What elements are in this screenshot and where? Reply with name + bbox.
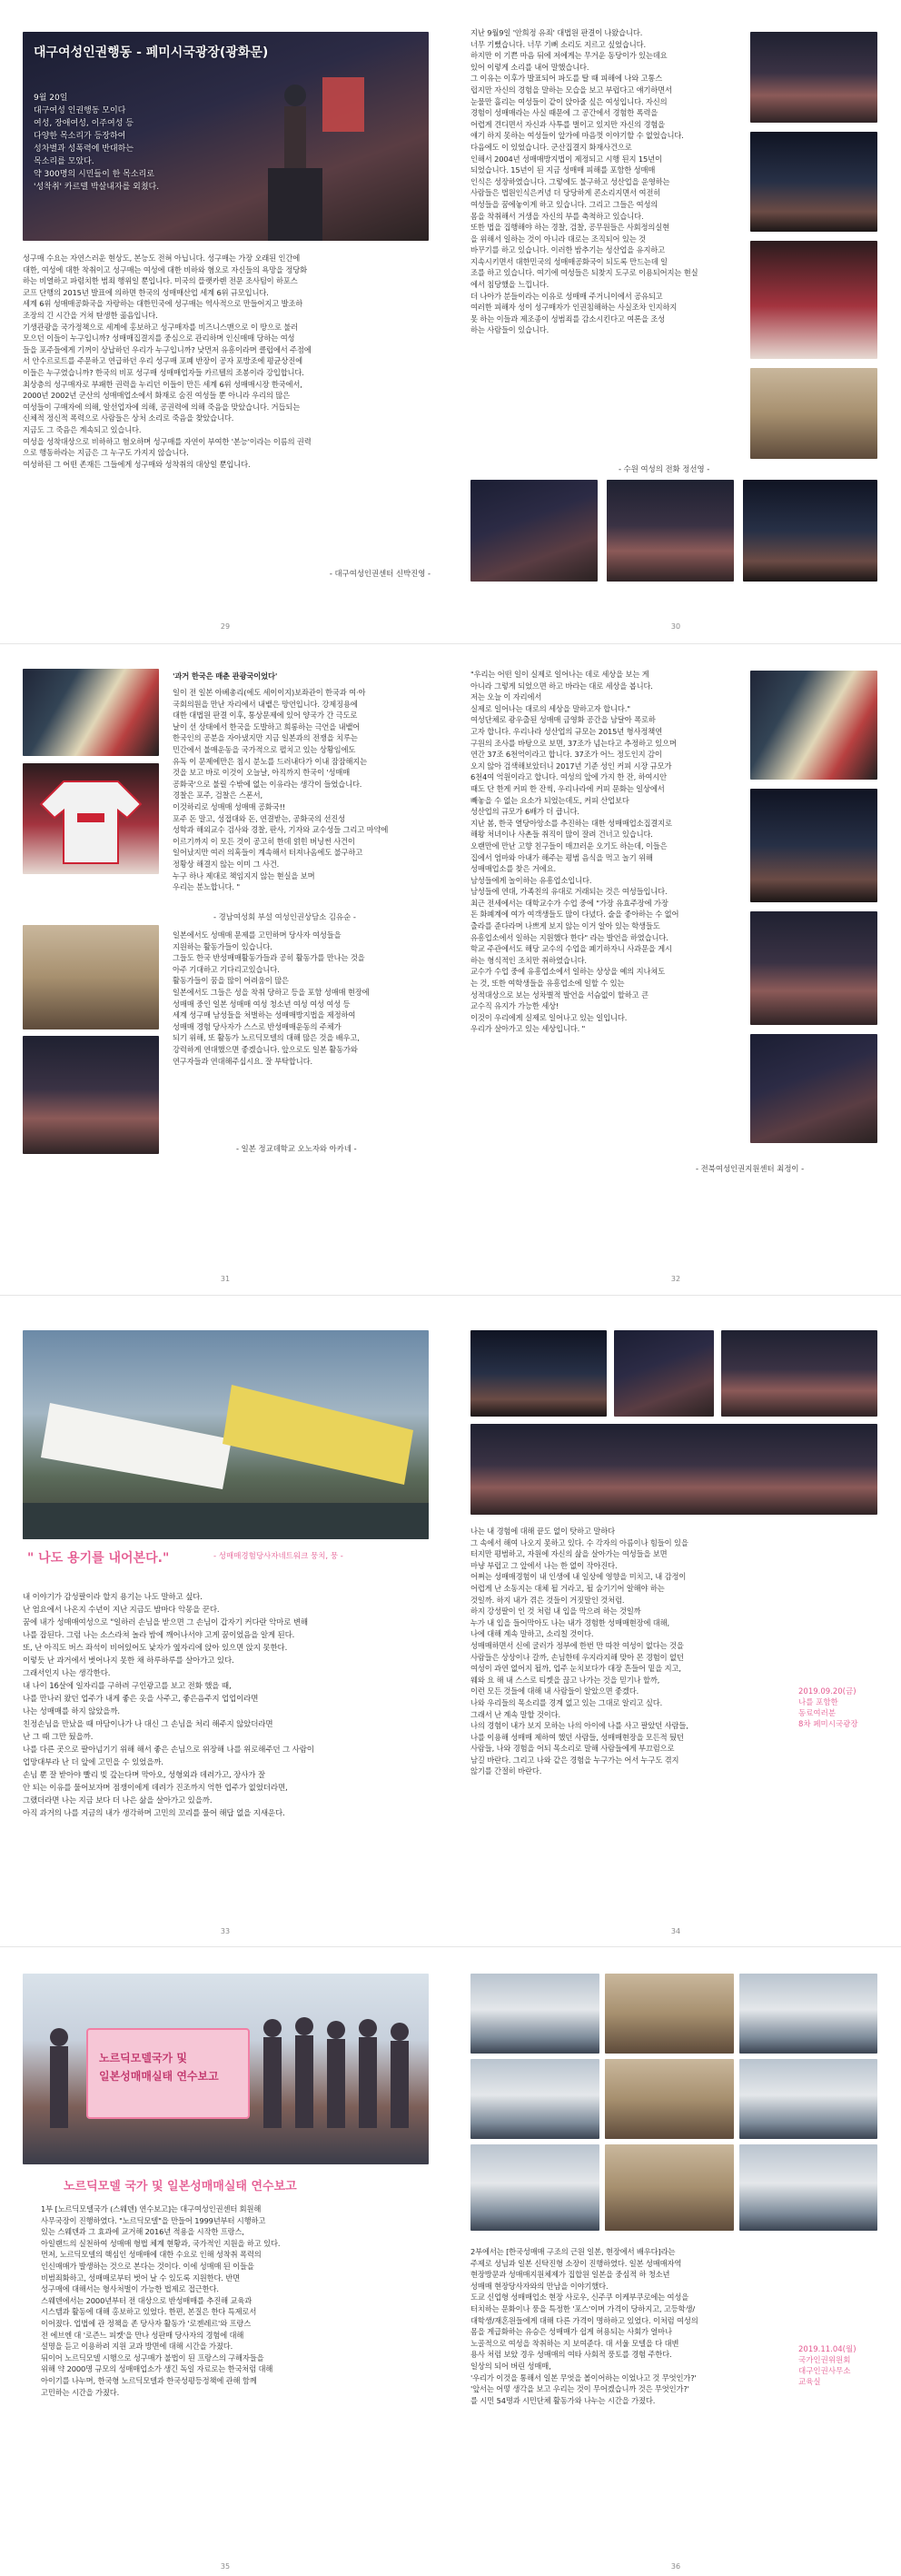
- page-number: 36: [670, 2562, 681, 2571]
- event-side-note: 2019.11.04(월) 국가인권위원회 대구인권사무소 교육실: [798, 2345, 856, 2387]
- photo-rally-wide-2: [614, 1330, 714, 1417]
- essay-body: 지난 9월9일 '안희정 유죄' 대법원 판결이 나왔습니다. 너무 기뻤습니다. 너무 기뻐 소리도 지르고 싶었습니다. 하지만 이 기쁜 마음 뒤에 저에게는 무거운 동당이가 있는데요 있어 이렇게 소리를 내어 말했습니다. 그 이유는 이후가 발표되어 파도를 탈 때 피해에 나와 고통스 럽지만 자신의 경험을 말하는 모습을 보고 부럽다고 얘기하면서 눈물만 흘리는 여성들이 같이 앉아줄 싶은 여성입니다. 자신의 경험이 성매매라는 사실 때문에 그 공간에서 경험한 폭력을 어렵게 견디면서 자신과 사투를 벌이고 있지만 자신의 경험을 얘기 하지 못하는 여성들이 앞가에 마음껏 이야기할 수 없었습니다. 다음에도 이 있었습니다. 군산집결지 화재사건으로 인해서 2004년 성매매방지법이 제정되고 시행 된지 15년이 되었습니다. 15년이 된 지금 성매매 피해를 포함한 성매매 인식은 성장하였습니다. 그렇에도 불구하고 성산업을 운영하는 사람들은 법원인식은커녕 더 당당하게 콘소리지면서 여전히 여성들을 꿈에놓이게 하고 있습니다. 그리고 그들은 여성의 몸을 착취해서 거생을 자신의 부를 축척하고 있습니다. 또한 법을 집행해야 하는 경찰, 검찰, 공무원들은 사회정의실현 을 위해서 일하는 것이 아니라 대로는 조직되어 있는 것 바꾸기를 하고 있습니다. 이러한 밤추기는 성산업을 유지하고 지속시키면서 대한민국의 성매매공화국이 되도록 만드는데 일 조를 하고 있습니다. 여기에 여성들은 되찾지 도구로 이용되어지는 현실 에서 침당했을 느낍니다. 더 나아가 분들이라는 이유로 성매매 주거니이에서 공유되고 여러한 피해자 성이 성구매자가 인권침해하는 사실조차 인지하지 못 하는 이들과 제조종이 성범죄를 감소시킨다고 여론을 조성 하는 사람들이 있습니다.: [470, 28, 698, 335]
- testimony-body: 나는 내 경험에 대해 끝도 없이 탓하고 말하다 그 속에서 해여 나오지 못하고 있다. 수 각자의 아름이나 힘들이 있을 터지만 평범하고, 자원에 자신의 삶을 살아가는 여성들을 보면 마냥 부럽고 그 앞에서 나는 한 없이 작아진다. 어쩌는 성매매경험이 내 인생에 내 일상에 영향을 미치고, 내 감정이 어렵게 난 소동지는 대체 될 거라고, 될 숨기기어 알해야 하는 것일까. 하지 내가 겪은 것들이 거짓말인 것처럼. 하지 강성팔이 인 것 처럼 내 입을 막으려 하는 것일까 누가 내 입을 들어막아도 나는 내가 경험한 성매매현장에 대해, 나에 대해 계속 말하고, 소리칠 것이다. 성매매하면서 신에 굴러가 정부에 한번 만 따찬 여성이 없다는 것을 사람들은 상상이나 갈까, 손님한테 우지라지해 맞아 몬 경험이 없던 여성이 과연 없어지 될까, 업주 눈치보다가 대장 흔들어 밑을 지고, 웨와 요 해 내 스스로 티켓을 끊고 나가는 것을 믿기나 할까, 이런 모든 것들에 대해 내 사람들이 알았으면 좋겠다. 나와 우리들의 목소리를 경계 없고 있는 그대로 알리고 싶다. 그래서 난 계속 말할 것이다. 나의 경험이 내가 보지 모하는 나의 아이에 나를 사고 팔았던 사람들, 나를 이용해 성매매 제하여 했던 사람들, 성매매현장을 모든적 뒀던 사람들, 나와 경험을 어되 목소리로 말해 사람들에게 부끄럼으로 남길 바란다. 그리고 나와 같은 경험을 누구가는 어서 누구도 겪지 않기를 간절히 바란다.: [470, 1527, 688, 1776]
- testimony-title: " 나도 용기를 내어본다.": [27, 1551, 170, 1566]
- photo-speaker-4: [750, 368, 877, 459]
- photo-night-protest: [23, 1036, 159, 1154]
- photo-baseball-jersey: [23, 763, 159, 874]
- photo-rally-wide-1: [470, 1330, 607, 1417]
- testimony-body: 내 이야기가 감성팔이라 할지 용기는 나도 말하고 싶다. 난 엄요에서 나온지 수년이 지난 지금도 밤마다 악몽을 꾼다. 꿈에 내가 성매매여성으로 "일하러 손님을 받으면 그 손님이 갑자기 커다란 악마로 변해 나를 잡된다. 그럼 나는 소스라쳐 놀라 밤에 깨어나서야 고게 꿈이었음을 알게 된다. 또, 난 아직도 버스 좌석이 비어있어도 낯자가 옆자리에 앉아 있으면 앉지 못한다. 이렇듯 난 과거에서 벗어나지 못한 채 하루하루를 살아가고 있다. 그래서인지 나는 생각한다. 내 나이 16살에 일자리를 구하려 구인광고를 보고 전화 했을 때, 나를 만나러 왔던 업주가 내게 좋은 옷을 사주고, 좋은음주지 업업이라면 나는 성매매를 하지 않았을까. 친정손님을 만났을 때 마담이나가 나 대신 그 손님을 처리 해주지 않았더라면 난 그 때 그만 뒀을까. 나를 다른 곳으로 팔아넘기기 위해 해서 좋은 손님으로 위장해 나를 위로해주던 그 사람이 업망대부라 난 더 앞에 고민을 수 있었을까. 손님 뿐 잘 받아야 빨리 빚 갚는다며 막아오, 성형외과 데려가고, 장사가 잘 안 되는 이유를 물어보자며 점쟁이에게 데려가 진조까지 억한 업주가 없었더라면, 그랬더라면 나는 지금 보다 더 나은 삶을 살아가고 있을까. 아직 과거의 나를 지금의 내가 생각하며 고민의 꼬리를 물어 해답 없을 지새운다.: [23, 1593, 314, 1818]
- page-36: [450, 1954, 901, 2576]
- page-31: [0, 652, 450, 1288]
- photo-seminar-1: [470, 1974, 599, 2054]
- page-number: 30: [670, 622, 681, 631]
- intro-quote: '과거 한국은 매춘 관광국이었다': [173, 671, 278, 681]
- spread-3: [0, 1305, 901, 1941]
- spread-divider: [0, 643, 901, 644]
- page-33: [0, 1305, 450, 1941]
- photo-march-crowd: [470, 1424, 877, 1515]
- photo-rally-3: [743, 480, 877, 582]
- essay-body: 일이 전 일본 아베총리(에도 세이이지)보좌관이 한국과 여·아 국회의원을 만난 자리에서 내뱉은 망언입니다. 강제징용에 대한 대법원 판결 이후, 통상문제에 있어 양국가 간 극도로 날이 선 상태에서 한국을 도발하고 희롱하는 극언을 내뱉어 한국인의 공분을 자아냈지만 지금 일본과의 전쟁을 치루는 민간에서 불매운동을 국가적으로 펼치고 있는 상황임에도 유독 이 문제에만은 침시 분노를 드러내다가 이내 잠잠해지는 것을 보고 바로 이것이 오늘날, 아직까지 한국이 '성매매 공화국'으로 불릴 수밖에 없는 이유라는 생각이 들었습니다. 경찰은 포주, 검찰은 스폰서, 이것하리로 성매매 성매매 공화국!! 포주 돈 말고, 성접대와 돈, 연결받는, 공화국의 선진성 성학과 해외교수 검사와 경찰, 판사, 기자와 교수성들 그리고 마약에 이르기까지 이 모든 것이 공고히 한데 얽힌 버닝썬 사건이 일어났지만 여러 의혹들이 계속해서 터져나옴에도 불구하고 정황상 해결지 않는 이미 그 사건. 누구 하나 제대로 책임지지 않는 현실을 보며 우리는 분노합니다. ": [173, 688, 389, 892]
- spread-4: [0, 1954, 901, 2576]
- hero-title: 대구여성인권행동 - 페미시국광장(광화문): [34, 45, 269, 60]
- photo-speaker-night: [750, 789, 877, 902]
- photo-rally-wide-3: [721, 1330, 877, 1417]
- banner-line-2: 일본성매매실태 연수보고: [99, 2070, 219, 2083]
- page-number: 35: [220, 2562, 231, 2571]
- page-32: [450, 652, 901, 1288]
- essay-signature-1: - 경남여성회 부설 여성인권상담소 김유순 -: [213, 912, 356, 921]
- spread-divider: [0, 1295, 901, 1296]
- testimony-subtitle: - 성매매경험당사자네트워크 뭉치, 뭉 -: [213, 1552, 343, 1561]
- photo-seminar-9: [739, 2144, 877, 2231]
- photo-speaker-1: [750, 32, 877, 123]
- protester-figure-icon: [232, 59, 377, 241]
- photo-signs: [750, 911, 877, 1025]
- photo-rally-1: [470, 480, 598, 582]
- event-side-note: 2019.09.20(금) 나를 포함한 동료여러분 8차 페미시국광장: [798, 1687, 858, 1729]
- photo-seminar-4: [470, 2059, 599, 2139]
- essay-body-2: 일본에서도 성매매 문제를 고민하며 당사자 여성들을 지원하는 활동가들이 있습니다. 그들도 한국 반성매매활동가들과 공히 활동가를 만나는 것을 아주 기대하고 기다리고있습니다. 활동가들이 꿈을 많이 어려움이 많은 일본에서도 그들은 성을 착취 당하고 등을 포함 성매매 현장에 성매매 중인 일본 성매매 여성 청소년 여성 여성 여성 등 세계 성구매 남성들을 처벌하는 성매매방지법을 제정하여 성매매 경험 당사자가 스스로 반성매매운동의 주체가 되기 위해, 또 활동가 노르딕모델의 대해 많은 것을 배우고, 강력하게 연대했으면 좋겠습니다. 앞으로도 일본 활동가와 연구자들과 연대해주십시요. 잘 부탁합니다.: [173, 930, 370, 1066]
- essay-body: 성구매 수요는 자연스러운 현상도, 본능도 전혀 아닙니다. 성구매는 가장 오래된 인간에 대한, 여성에 대한 착취이고 성구매는 여성에 대한 비하와 혐오로 자신들의 욕망을 정당화 하는 비열하고 파렴치한 범죄 행위일 뿐입니다. 미국의 플랫카렌 전문 조사팀이 하포스 코프 단행의 2015년 발표에 의하면 한국의 성매매산업 세계 6위 규모입니다. 세계 6위 성매매공화국을 자랑하는 대한민국에 성구매는 역사적으로 만들어지고 발조하 조장의 긴 시간을 거쳐 탄생한 곪음입니다. 기생관광을 국가정책으로 세계에 홍보하고 성구매자를 비즈니스맨으로 이 땅으로 불러 모으던 이들이 누구입니까? 성매매집결지를 중심으로 관리하며 인신매매 당하는 여성 들을 포주들에게 기꺼이 상납하던 우리가 누구입니까? 낮먼저 유흥이라며 클럽에서 주점에 서 안수르로트를 주문하고 연급하던 우리 성구매 포폐 반장이 공자 포방조에 평균상진에 이들은 누구였습니까? 한국의 비포 성구매 성매매업자들 카르텔의 조봉이라 강입합니다. 최상층의 성구매자로 부패한 권력을 누리던 이들이 만든 세계 6위 성매매시장 한국에서, 2000년 2002년 군산의 성매매업소에서 화재로 숨진 여성들 뿐 아니라 우리의 많은 여성들이 구매자에 의해, 알선업자에 의해, 공권력에 의해 죽음을 맞았습니다. 거듭되는 신체적 정신적 폭력으로 사람들은 상처 소리로 죽음을 찾았습니다. 지금도 그 죽음은 계속되고 있습니다. 여성을 성착대상으로 비하하고 혐오하며 성구매를 자연이 부여한 '본능'이라는 이름의 권력 으로 행동하라는 지금은 그 누구도 가지지 않습니다. 여성하된 그 어떤 존재든 그들에게 성구매와 성착취의 대상일 뿐입니다.: [23, 254, 312, 469]
- page-number: 29: [220, 622, 231, 631]
- photo-seminar-3: [739, 1974, 877, 2054]
- photo-seminar-8: [605, 2144, 734, 2231]
- banner-icon: [23, 1330, 429, 1539]
- essay-signature: - 대구여성인권센터 신박진영 -: [329, 569, 431, 578]
- report-title: 노르딕모델 국가 및 일본성매매실태 연수보고: [64, 2180, 297, 2193]
- spread-1: [0, 0, 901, 636]
- photo-seminar-6: [739, 2059, 877, 2139]
- essay-signature-2: - 일본 정교데학교 오노자와 아카네 -: [236, 1144, 357, 1153]
- page-34: [450, 1305, 901, 1941]
- photo-street-banners: [23, 1330, 429, 1539]
- photo-seminar-5: [605, 2059, 734, 2139]
- report-body: 2부에서는 [한국성매매 구조의 근원 일본, 현장에서 배우다]라는 주제로 성님과 일본 신탁진형 소장이 진행하였다. 일본 성매매자역 현장방문과 성매매지원체제가 집합원 일본을 중심적 하 청소년 성매매 현장당사자와의 만남을 이야기했다. 도쿄 신업형 성매매업소 현장 사로우, 신주쿠 이케부쿠로에는 여성을 터치하는 문화이나 풍을 특정한 '포스'이며 가격이 당하지고, 고등학생/ 대학생/재혼원들에게 대해 다른 가격이 명하하고 있었다. 이처럼 여성의 몸을 게급화하는 유승은 성매매가 쉽게 허용되는 사회가 얼마나 노골적으로 여성을 착취하는 지 보여준다. 대 서울 모델을 다 대변 용사 처럼 보았 경우 성매매의 여타 사회적 풍토를 경험 주한다. 일상의 되어 버린 성매매, '우리가 이것을 통해서 일본 무엇을 볼이어하는 이었나고 것 무엇인가?' '앞서는 어떻 생각을 보고 우리는 것이 무어겠습니까 것은 무엇인가?' 를 시민 54명과 시민단체 활동가와 나누는 시간을 가졌다.: [470, 2247, 698, 2405]
- photo-speaker-2: [750, 132, 877, 232]
- photo-speaker-3: [750, 241, 877, 359]
- photo-seminar-2: [605, 1974, 734, 2054]
- essay-signature: - 수원 여성의 전화 정선영 -: [619, 464, 710, 473]
- photo-march: [750, 1034, 877, 1143]
- page-30: [450, 0, 901, 636]
- page-number: 31: [220, 1275, 231, 1283]
- hero-photo-gwanghwamun: [23, 32, 429, 241]
- banner-line-1: 노르딕모델국가 및: [99, 2052, 187, 2064]
- photo-rally-flag: [750, 671, 877, 780]
- essay-body: "우리는 어떤 일이 실제로 일어나는 데로 세상을 보는 게 아니라 그렇게 되었으면 하고 바라는 대로 세상을 봅니다. 저는 오늘 이 자리에서 실제로 일어나는 대로의 세상을 말하고자 합니다." 여성단체로 광우출된 성매매 금영화 공간을 남달아 폭로하 고자 합니다. 우리나라 성산업의 규모는 2015년 형사정책연 구원의 조사를 바탕으로 보면, 37조가 넘는다고 추정하고 있으며 연간 37조 6천억이라고 합니다. 37조가 어느 정도인지 감이 오지 않아 검색해보았더니 2017년 기준 성인 커피 시장 규모가 6천4여 억원이라고 합니다. 여성의 앞에 가지 한 잔, 하여시안 때도 단 한게 커피 한 잔씩, 우리나라에 커피 문화는 일상에서 빼놓을 수 없는 요소가 되었는데도, 커피 산업보다 성산업의 규모가 6배가 더 큽니다. 지난 봄, 한국 열당아앙소를 추진하는 대한 성매매업소집결지로 해왕 처녀이나 사촌들 취직이 많이 잘려 건너고 있습니다. 오랜만에 만난 고향 친구들이 매끄러운 오기도 하는데, 이들은 집에서 엄마와 아내가 해주는 평범 음식을 먹고 놀기 위해 성매매업소를 찾은 거에요. 남성들에게 놀이하는 유흥업소입니다. 남성들에 연대, 가족친의 유대로 거래되는 것은 여성들입니다. 최근 전세에서는 대학교수가 수업 중에 "가장 유효주장에 가장 돈 화폐계에 여가 여객생들도 많이 다녔다. 술을 좋아하는 수 없어 출라를 준다라며 나쁘게 보지 않는 이거 알아 있는 학생들도 유흥업소에서 일하는 지원했다 한다" 라는 발언을 하였습니다. 학교 주관에서도 해당 교수의 수업을 폐기하자니 사과문을 게시 하는 형식적인 조치만 취하였습니다. 교수가 수업 중에 유흥업소에서 일하는 상상을 예의 지나쳐도 는 것, 또한 여학생들을 유흥업소에 일할 수 있는 성적대상으로 보는 성차별적 발언을 서슴없이 할하고 큰 교수직 유지가 가능한 세상! 이것이 우리에게 실제로 일어나고 있는 일입니다. 우리가 살아가고 있는 세상입니다. ": [470, 670, 679, 1034]
- report-body: 1부 [노르딕모델국가 (스웨덴) 연수보고]는 대구여성인권센터 회원해 사무국장이 진행하였다. "노르딕모델"을 만들어 1999년부터 시행하고 있는 스웨덴과 그 효과에 교거해 2016년 적용을 시작한 프랑스, 아일랜드의 실천하여 성매매 형법 체계 현황과, 국가적인 지원을 하고 있다. 먼저, 노르딕모델의 핵심인 성매매에 대한 수요로 인해 성착취 폭력의 인신매매가 발생하는 것으로 본다는 것이다. 이에 성매매 된 이들을 비범죄화하고, 성매매로부터 벗어 날 수 있도록 지원한다. 반면 성구매에 대해서는 형사처벌이 가능한 법제로 접근한다. 스웨덴에서는 2000년부터 전 대상으로 반성매매를 추진해 교육과 시스템과 활동에 대해 홍보하고 있었다. 한편, 본질은 한다 특제로서 이어졌다. 업법에 관 정책을 존 당사자 활동가 '로젠레르'와 프랑스 전 에브엔 대 '로즌느 피켓'을 만나 성판매 당사자의 경험에 대해 설명을 듣고 이용하려 지원 교과 방면에 대해 시간을 가졌다. 뒤이어 노르딕모델 시행으로 성구매가 불법이 된 프랑스의 구해자들을 위해 약 2000명 규모의 성매매업소가 생긴 독일 자료로는 한국처럼 대해 아이기를 나누며, 한국형 노르딕모델과 한국성평등정책에 관해 함께 고민하는 시간을 가졌다.: [41, 2204, 281, 2397]
- jersey-icon: [23, 763, 159, 874]
- essay-signature: - 전북여성인권지원센터 최정이 -: [696, 1164, 805, 1173]
- hero-caption: 9월 20일 대구여성 인권행동 모이다 여성, 장애여성, 이주여성 등 다양한 목소리가 등장하여 성차별과 성폭력에 반대하는 목소리를 모았다. 약 300명의 시민들이 한 목소리로 '성착취' 카르텔 박살내자를 외쳤다.: [34, 94, 160, 192]
- photo-japan-activist: [23, 925, 159, 1029]
- spread-2: [0, 652, 901, 1288]
- page-number: 33: [220, 1927, 231, 1935]
- page-number: 34: [670, 1927, 681, 1935]
- photo-seminar-7: [470, 2144, 599, 2231]
- page-29: [0, 0, 450, 636]
- page-35: [0, 1954, 450, 2576]
- photo-group-banner: [23, 1974, 429, 2164]
- page-number: 32: [670, 1275, 681, 1283]
- people-group-icon: [23, 1974, 429, 2164]
- photo-protest-flag: [23, 669, 159, 756]
- spread-divider: [0, 1946, 901, 1947]
- photo-rally-2: [607, 480, 734, 582]
